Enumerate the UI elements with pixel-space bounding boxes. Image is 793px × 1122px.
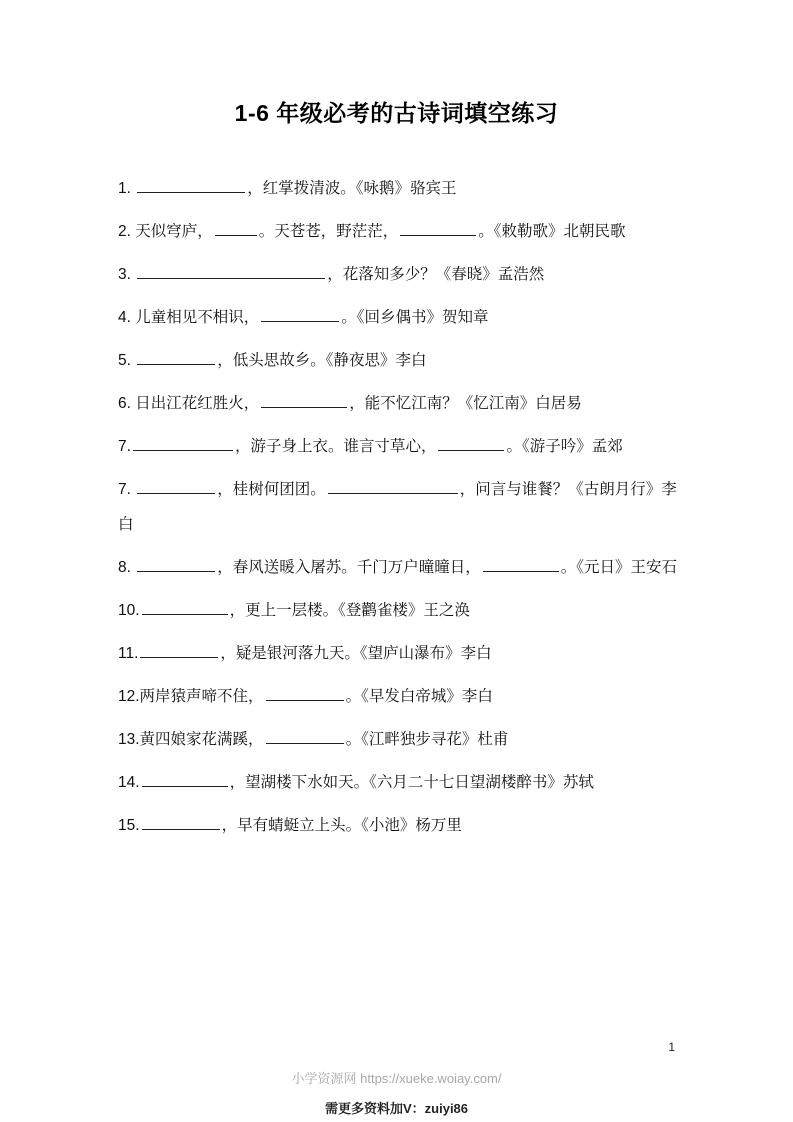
question-text: 5. (118, 352, 136, 369)
answer-blank[interactable] (137, 349, 215, 366)
answer-blank[interactable] (137, 263, 325, 280)
answer-blank[interactable] (483, 555, 559, 572)
page-number: 1 (668, 1040, 675, 1054)
question-text: ，春风送暖入屠苏。千门万户曈曈日， (217, 558, 481, 576)
answer-blank[interactable] (137, 555, 215, 572)
answer-blank[interactable] (142, 813, 220, 830)
question-text: 4. 儿童相见不相识， (118, 309, 260, 326)
answer-blank[interactable] (438, 435, 504, 452)
question-text: ，早有蜻蜓立上头。《小池》杨万里 (221, 816, 462, 834)
question-line (118, 258, 678, 293)
question-text: ，低头思故乡。《静夜思》李白 (217, 352, 427, 369)
question-text: 。《回乡偶书》贺知章 (341, 309, 489, 326)
question-line (118, 594, 678, 629)
question-text: 12.两岸猿声啼不住， (118, 687, 264, 705)
question-text: 15. (118, 816, 140, 834)
question-text: ，问言与谁餐？《古朗月行》李白 (118, 481, 677, 533)
answer-blank[interactable] (261, 306, 339, 323)
question-line (118, 215, 678, 250)
answer-blank[interactable] (137, 478, 215, 495)
question-line (118, 680, 678, 715)
question-text: ，能不忆江南？《忆江南》白居易 (349, 395, 582, 412)
question-line (118, 344, 678, 379)
question-text: 2. 天似穹庐， (118, 223, 213, 240)
question-line (118, 723, 678, 758)
question-line (118, 473, 678, 542)
question-text: 1. (118, 180, 136, 197)
question-line (118, 809, 678, 844)
answer-blank[interactable] (215, 220, 257, 237)
question-line (118, 301, 678, 336)
question-text: 8. (118, 558, 136, 576)
question-text: 。天苍苍，野茫茫， (258, 223, 399, 240)
question-line (118, 766, 678, 801)
question-line (118, 430, 678, 465)
page-title: 1-6 年级必考的古诗词填空练习 (234, 100, 559, 126)
question-text: ，花落知多少？《春晓》孟浩然 (327, 266, 545, 283)
question-text: 。《游子吟》孟郊 (506, 438, 623, 455)
answer-blank[interactable] (133, 435, 233, 452)
question-text: ，望湖楼下水如天。《六月二十七日望湖楼醉书》苏轼 (229, 773, 594, 791)
watermark-text: 小学资源网 https://xueke.woiay.com/ (291, 1071, 502, 1086)
question-text: ，更上一层楼。《登鹳雀楼》王之涣 (229, 601, 470, 619)
question-text: ，红掌拨清波。《咏鹅》骆宾王 (247, 180, 457, 197)
question-text: 10. (118, 601, 140, 619)
question-text: 6. 日出江花红胜火， (118, 395, 260, 412)
question-line (118, 637, 678, 672)
answer-blank[interactable] (142, 598, 228, 615)
question-line (118, 387, 678, 422)
questions-list (118, 172, 678, 852)
question-text: 。《敕勒歌》北朝民歌 (478, 223, 626, 240)
question-text: ，疑是银河落九天。《望庐山瀑布》李白 (220, 644, 492, 662)
answer-blank[interactable] (328, 478, 458, 495)
question-text: 13.黄四娘家花满蹊， (118, 730, 264, 748)
answer-blank[interactable] (142, 770, 228, 787)
answer-blank[interactable] (261, 392, 347, 409)
question-line (118, 551, 678, 586)
question-text: 7. (118, 438, 131, 455)
question-text: 。《江畔独步寻花》杜甫 (345, 730, 509, 748)
answer-blank[interactable] (266, 727, 344, 744)
question-text: ，游子身上衣。谁言寸草心， (234, 438, 437, 455)
contact-text: 需更多资料加V：zuiyi86 (324, 1101, 469, 1116)
question-text: ，桂树何团团。 (217, 481, 326, 498)
question-text: 3. (118, 266, 136, 283)
answer-blank[interactable] (266, 684, 344, 701)
question-text: 7. (118, 481, 136, 498)
question-text: 11. (118, 644, 139, 662)
question-text: 。《早发白帝城》李白 (345, 687, 493, 705)
answer-blank[interactable] (137, 177, 245, 194)
answer-blank[interactable] (400, 220, 476, 237)
answer-blank[interactable] (140, 641, 218, 658)
question-text: 14. (118, 773, 140, 791)
question-text: 。《元日》王安石 (560, 558, 678, 576)
question-line (118, 172, 678, 207)
